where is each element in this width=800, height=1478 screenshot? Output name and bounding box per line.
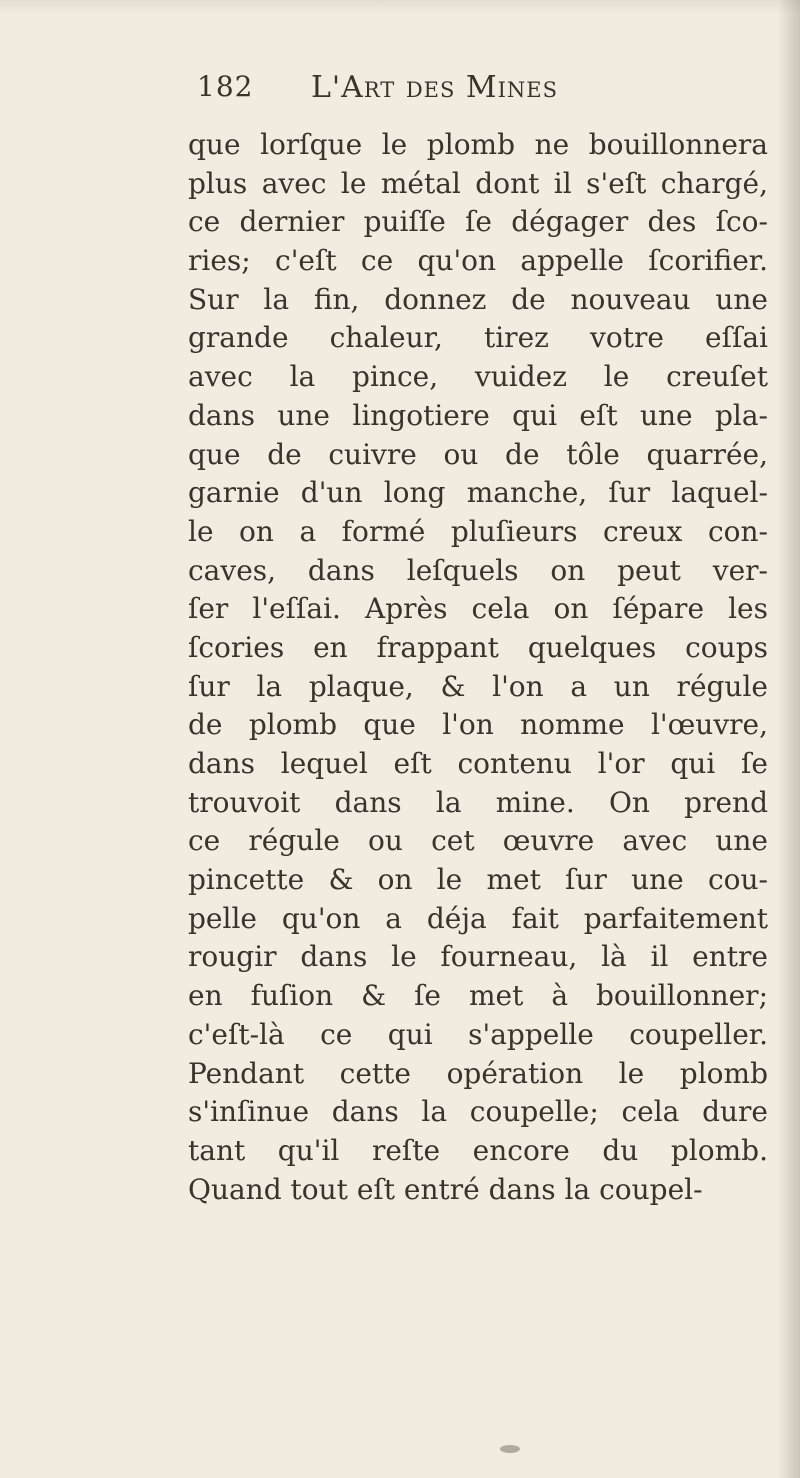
text-line: pincette & on le met ſur une cou- <box>188 863 768 897</box>
running-title: L'Art des Mines <box>311 70 559 105</box>
text-line: caves, dans leſquels on peut ver- <box>188 553 768 587</box>
text-line: que lorſque le plomb ne bouillonnera <box>188 128 768 161</box>
text-line: trouvoit dans la mine. On prend <box>188 785 768 819</box>
text-line: s'inſinue dans la coupelle; cela dure <box>188 1095 768 1129</box>
text-line: dans lequel eſt contenu l'or qui ſe <box>188 747 768 780</box>
page-edge-top <box>0 0 800 14</box>
text-line: Pendant cette opération le plomb <box>188 1056 768 1090</box>
text-line: garnie d'un long manche, ſur laquel- <box>188 476 768 510</box>
text-line: avec la pince, vuidez le creuſet <box>188 360 768 394</box>
ink-mark <box>500 1445 520 1453</box>
text-line: ries; c'eſt ce qu'on appelle ſcorifier. <box>188 244 768 278</box>
text-line: grande chaleur, tirez votre eſſai <box>188 321 768 355</box>
body-text <box>188 126 768 1209</box>
text-line: ce dernier puiſſe ſe dégager des ſco- <box>188 205 768 239</box>
text-line: Sur la fin, donnez de nouveau une <box>188 282 768 316</box>
text-line: dans une lingotiere qui eſt une pla- <box>188 398 768 432</box>
text-line: ce régule ou cet œuvre avec une <box>188 824 768 858</box>
page-number: 182 <box>197 70 254 103</box>
text-line: en fuſion & ſe met à bouillonner; <box>188 979 768 1013</box>
text-line: pelle qu'on a déja fait parfaitement <box>188 901 768 935</box>
text-line: de plomb que l'on nomme l'œuvre, <box>188 708 768 742</box>
text-line: c'eſt-là ce qui s'appelle coupeller. <box>188 1017 768 1051</box>
text-line: ſur la plaque, & l'on a un régule <box>188 669 768 703</box>
page-header <box>197 70 617 114</box>
text-line: que de cuivre ou de tôle quarrée, <box>188 437 768 471</box>
text-line: Quand tout eſt entré dans la coupel- <box>188 1172 703 1206</box>
text-line: le on a formé pluſieurs creux con- <box>188 514 768 548</box>
text-line: plus avec le métal dont il s'eſt chargé, <box>188 166 768 200</box>
text-line: ſer l'eſſai. Après cela on ſépare les <box>188 592 768 626</box>
text-line: tant qu'il reſte encore du plomb. <box>188 1133 768 1167</box>
text-line: ſcories en frappant quelques coups <box>188 630 768 664</box>
text-line: rougir dans le fourneau, là il entre <box>188 940 768 974</box>
page-edge-right <box>778 0 800 1478</box>
